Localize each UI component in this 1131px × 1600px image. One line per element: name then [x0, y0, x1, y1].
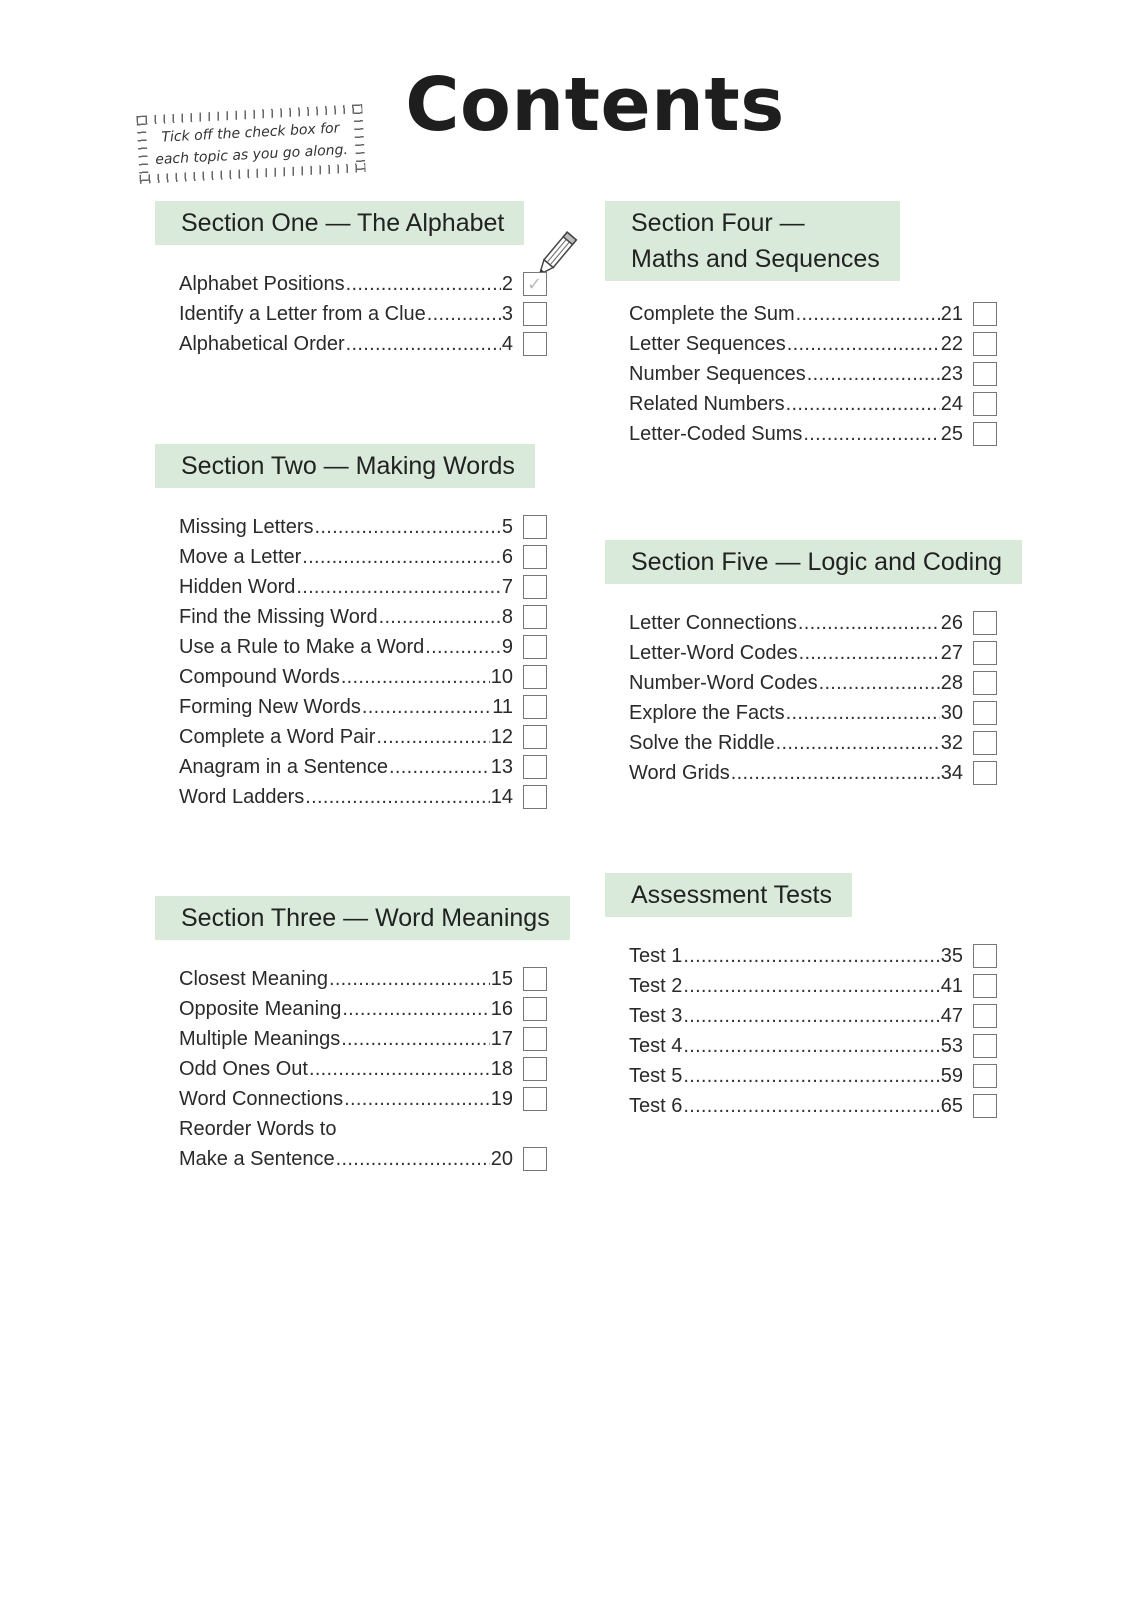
- dot-leader: [683, 1031, 939, 1061]
- toc-entry: [155, 1054, 570, 1084]
- checkbox[interactable]: [523, 515, 547, 539]
- dot-leader: [683, 1001, 939, 1031]
- checkbox[interactable]: [973, 1094, 997, 1118]
- checkbox[interactable]: [523, 302, 547, 326]
- entry-list: [605, 608, 1022, 788]
- checkbox[interactable]: [523, 272, 547, 296]
- toc-entry-label: Word Grids: [629, 762, 730, 784]
- checkbox[interactable]: [523, 635, 547, 659]
- entry-list: [155, 512, 535, 812]
- toc-entry-page: 59: [940, 1065, 963, 1087]
- toc-entry-label: Test 4: [629, 1035, 683, 1057]
- checkbox[interactable]: [973, 761, 997, 785]
- toc-entry-label: Number Sequences: [629, 363, 806, 385]
- toc-entry-label: Forming New Words: [179, 696, 361, 718]
- checkbox[interactable]: [973, 302, 997, 326]
- toc-entry-page: 3: [501, 303, 513, 325]
- dot-leader: [341, 1024, 490, 1054]
- checkbox[interactable]: [973, 944, 997, 968]
- toc-entry-label: Compound Words: [179, 666, 340, 688]
- toc-entry-label: Make a Sentence: [179, 1148, 335, 1170]
- toc-entry: [155, 1024, 570, 1054]
- toc-entry: [605, 698, 1022, 728]
- toc-entry-label: Anagram in a Sentence: [179, 756, 389, 778]
- checkbox[interactable]: [523, 665, 547, 689]
- toc-entry-page: 22: [940, 333, 963, 355]
- toc-entry: [155, 1084, 570, 1114]
- entry-list: [155, 964, 570, 1174]
- checkbox[interactable]: [523, 575, 547, 599]
- dot-leader: [425, 632, 501, 662]
- dot-leader: [389, 752, 490, 782]
- toc-entry: [605, 971, 963, 1001]
- checkbox[interactable]: [973, 422, 997, 446]
- toc-entry-page: 21: [940, 303, 963, 325]
- checkbox[interactable]: [973, 392, 997, 416]
- toc-entry: [155, 752, 535, 782]
- page-title: Contents: [405, 62, 785, 148]
- toc-entry-page: 4: [501, 333, 513, 355]
- dot-leader: [683, 1061, 939, 1091]
- checkbox[interactable]: [973, 362, 997, 386]
- checkbox[interactable]: [973, 731, 997, 755]
- section-four: [605, 201, 963, 449]
- toc-entry-page: 26: [940, 612, 963, 634]
- toc-entry: [605, 389, 963, 419]
- checkbox[interactable]: [973, 701, 997, 725]
- instruction-note-text: Tick off the check box for each topic as you go along.: [154, 120, 349, 169]
- checkbox[interactable]: [523, 785, 547, 809]
- check-icon: ✓: [527, 274, 543, 295]
- checkbox[interactable]: [973, 1004, 997, 1028]
- section-assessment-tests: [605, 873, 963, 1121]
- toc-entry-label: Alphabetical Order: [179, 333, 345, 355]
- toc-entry: [605, 608, 1022, 638]
- toc-entry-page: 23: [940, 363, 963, 385]
- section-heading: Section Five — Logic and Coding: [605, 540, 1022, 584]
- checkbox[interactable]: [523, 1147, 547, 1171]
- toc-entry-label: Odd Ones Out: [179, 1058, 308, 1080]
- toc-entry: [605, 638, 1022, 668]
- toc-entry: [155, 964, 570, 994]
- toc-entry-page: 28: [940, 672, 963, 694]
- dot-leader: [683, 1091, 939, 1121]
- toc-entry-label: Identify a Letter from a Clue: [179, 303, 426, 325]
- toc-entry-label: Related Numbers: [629, 393, 785, 415]
- toc-entry: [155, 692, 535, 722]
- toc-entry-label: Word Connections: [179, 1088, 344, 1110]
- checkbox[interactable]: [973, 641, 997, 665]
- toc-entry-page: 20: [490, 1148, 513, 1170]
- toc-entry-page: 32: [940, 732, 963, 754]
- toc-entry-label: Test 2: [629, 975, 683, 997]
- toc-entry-label: Number-Word Codes: [629, 672, 818, 694]
- dot-leader: [329, 964, 490, 994]
- toc-entry-page: 34: [940, 762, 963, 784]
- toc-entry: [605, 941, 963, 971]
- toc-entry-label: Word Ladders: [179, 786, 305, 808]
- toc-entry: [155, 512, 535, 542]
- section-heading: Section Three — Word Meanings: [155, 896, 570, 940]
- checkbox[interactable]: [523, 755, 547, 779]
- toc-entry-label: Test 3: [629, 1005, 683, 1027]
- dot-leader: [427, 299, 501, 329]
- section-five: [605, 540, 1022, 788]
- toc-entry-page: 16: [490, 998, 513, 1020]
- dot-leader: [376, 722, 489, 752]
- toc-entry-label: Letter-Coded Sums: [629, 423, 803, 445]
- toc-entry-page: 8: [501, 606, 513, 628]
- checkbox[interactable]: [523, 1027, 547, 1051]
- checkbox[interactable]: [523, 1087, 547, 1111]
- toc-entry-label: Letter Sequences: [629, 333, 786, 355]
- checkbox[interactable]: [973, 611, 997, 635]
- toc-entry-page: 53: [940, 1035, 963, 1057]
- dot-leader: [796, 299, 940, 329]
- toc-entry-label: Use a Rule to Make a Word: [179, 636, 425, 658]
- toc-entry-page: 27: [940, 642, 963, 664]
- toc-entry-page: 30: [940, 702, 963, 724]
- toc-entry: [605, 728, 1022, 758]
- checkbox[interactable]: [523, 545, 547, 569]
- toc-entry-page: 24: [940, 393, 963, 415]
- toc-entry: [155, 632, 535, 662]
- instruction-note: [136, 104, 365, 184]
- toc-entry-label: Multiple Meanings: [179, 1028, 341, 1050]
- section-two: [155, 444, 535, 812]
- toc-entry: [155, 782, 535, 812]
- checkbox[interactable]: [523, 967, 547, 991]
- dot-leader: [731, 758, 940, 788]
- dot-leader: [819, 668, 940, 698]
- toc-entry: [605, 359, 963, 389]
- dot-leader: [315, 512, 501, 542]
- entry-list: [155, 269, 543, 359]
- toc-entry: [155, 269, 543, 299]
- toc-entry-label-line: Reorder Words to: [179, 1118, 337, 1140]
- toc-entry: [155, 602, 535, 632]
- dot-leader: [309, 1054, 490, 1084]
- toc-entry-page: 12: [490, 726, 513, 748]
- toc-entry-page: 6: [501, 546, 513, 568]
- toc-entry-label: Complete a Word Pair: [179, 726, 376, 748]
- dot-leader: [379, 602, 501, 632]
- checkbox[interactable]: [973, 974, 997, 998]
- section-three: [155, 896, 570, 1174]
- toc-entry-label: Letter Connections: [629, 612, 797, 634]
- toc-entry-page: 25: [940, 423, 963, 445]
- toc-entry: [155, 662, 535, 692]
- toc-entry: [605, 1001, 963, 1031]
- toc-entry-label: Missing Letters: [179, 516, 314, 538]
- toc-entry: [605, 1091, 963, 1121]
- checkbox[interactable]: [523, 695, 547, 719]
- toc-entry: [155, 542, 535, 572]
- toc-entry-page: 18: [490, 1058, 513, 1080]
- checkbox[interactable]: [523, 605, 547, 629]
- checkbox[interactable]: [523, 725, 547, 749]
- toc-entry-page: 11: [492, 696, 513, 718]
- toc-entry-page: 17: [490, 1028, 513, 1050]
- toc-entry-label: Test 5: [629, 1065, 683, 1087]
- dot-leader: [787, 329, 940, 359]
- dot-leader: [683, 941, 939, 971]
- toc-entry-page: 19: [490, 1088, 513, 1110]
- toc-entry-label: Opposite Meaning: [179, 998, 342, 1020]
- dot-leader: [336, 1144, 490, 1174]
- toc-entry-page: 2: [501, 273, 513, 295]
- checkbox[interactable]: [973, 671, 997, 695]
- toc-entry-label: Find the Missing Word: [179, 606, 378, 628]
- dot-leader: [346, 269, 501, 299]
- dot-leader: [362, 692, 491, 722]
- dot-leader: [346, 329, 501, 359]
- toc-entry-page: 41: [940, 975, 963, 997]
- toc-entry-label: Alphabet Positions: [179, 273, 345, 295]
- checkbox[interactable]: [523, 997, 547, 1021]
- toc-entry-label: Closest Meaning: [179, 968, 328, 990]
- dot-leader: [344, 1084, 490, 1114]
- dot-leader: [341, 662, 490, 692]
- dot-leader: [786, 389, 940, 419]
- toc-entry: [605, 668, 1022, 698]
- entry-list: [605, 941, 963, 1121]
- dot-leader: [798, 608, 940, 638]
- toc-entry-page: 13: [490, 756, 513, 778]
- toc-entry-label: Complete the Sum: [629, 303, 795, 325]
- dot-leader: [305, 782, 489, 812]
- toc-entry: [605, 419, 963, 449]
- toc-entry: [605, 1061, 963, 1091]
- toc-entry-label: Letter-Word Codes: [629, 642, 798, 664]
- entry-list: [605, 299, 963, 449]
- toc-entry: [155, 299, 524, 329]
- dot-leader: [786, 698, 940, 728]
- toc-entry: [155, 1114, 570, 1174]
- toc-entry: [605, 329, 963, 359]
- section-heading: Section Two — Making Words: [155, 444, 535, 488]
- checkbox[interactable]: [523, 1057, 547, 1081]
- toc-entry-page: 7: [501, 576, 513, 598]
- toc-entry-page: 9: [501, 636, 513, 658]
- section-heading: Section One — The Alphabet: [155, 201, 524, 245]
- dot-leader: [296, 572, 501, 602]
- toc-entry-page: 47: [940, 1005, 963, 1027]
- toc-entry: [605, 299, 963, 329]
- toc-entry-label: Move a Letter: [179, 546, 302, 568]
- toc-entry: [155, 572, 535, 602]
- dot-leader: [683, 971, 939, 1001]
- checkbox[interactable]: [973, 332, 997, 356]
- dot-leader: [803, 419, 939, 449]
- toc-entry-label: Test 1: [629, 945, 683, 967]
- toc-entry-label: Hidden Word: [179, 576, 296, 598]
- dot-leader: [302, 542, 501, 572]
- toc-entry: [605, 1031, 963, 1061]
- toc-entry: [605, 758, 1022, 788]
- toc-entry-page: 35: [940, 945, 963, 967]
- checkbox[interactable]: [523, 332, 547, 356]
- toc-entry: [155, 994, 570, 1024]
- toc-entry-label: Test 6: [629, 1095, 683, 1117]
- toc-entry-page: 5: [501, 516, 513, 538]
- section-heading: Assessment Tests: [605, 873, 852, 917]
- dot-leader: [776, 728, 940, 758]
- toc-entry: [155, 329, 524, 359]
- toc-entry-page: 14: [490, 786, 513, 808]
- toc-entry-label: Explore the Facts: [629, 702, 785, 724]
- toc-entry-page: 15: [490, 968, 513, 990]
- section-one: [155, 201, 543, 359]
- toc-entry-page: 65: [940, 1095, 963, 1117]
- toc-entry-page: 10: [490, 666, 513, 688]
- dot-leader: [807, 359, 940, 389]
- toc-entry-label: Solve the Riddle: [629, 732, 775, 754]
- section-heading: Section Four — Maths and Sequences: [605, 201, 900, 281]
- checkbox[interactable]: [973, 1034, 997, 1058]
- dot-leader: [342, 994, 489, 1024]
- dot-leader: [799, 638, 940, 668]
- toc-entry: [155, 722, 535, 752]
- checkbox[interactable]: [973, 1064, 997, 1088]
